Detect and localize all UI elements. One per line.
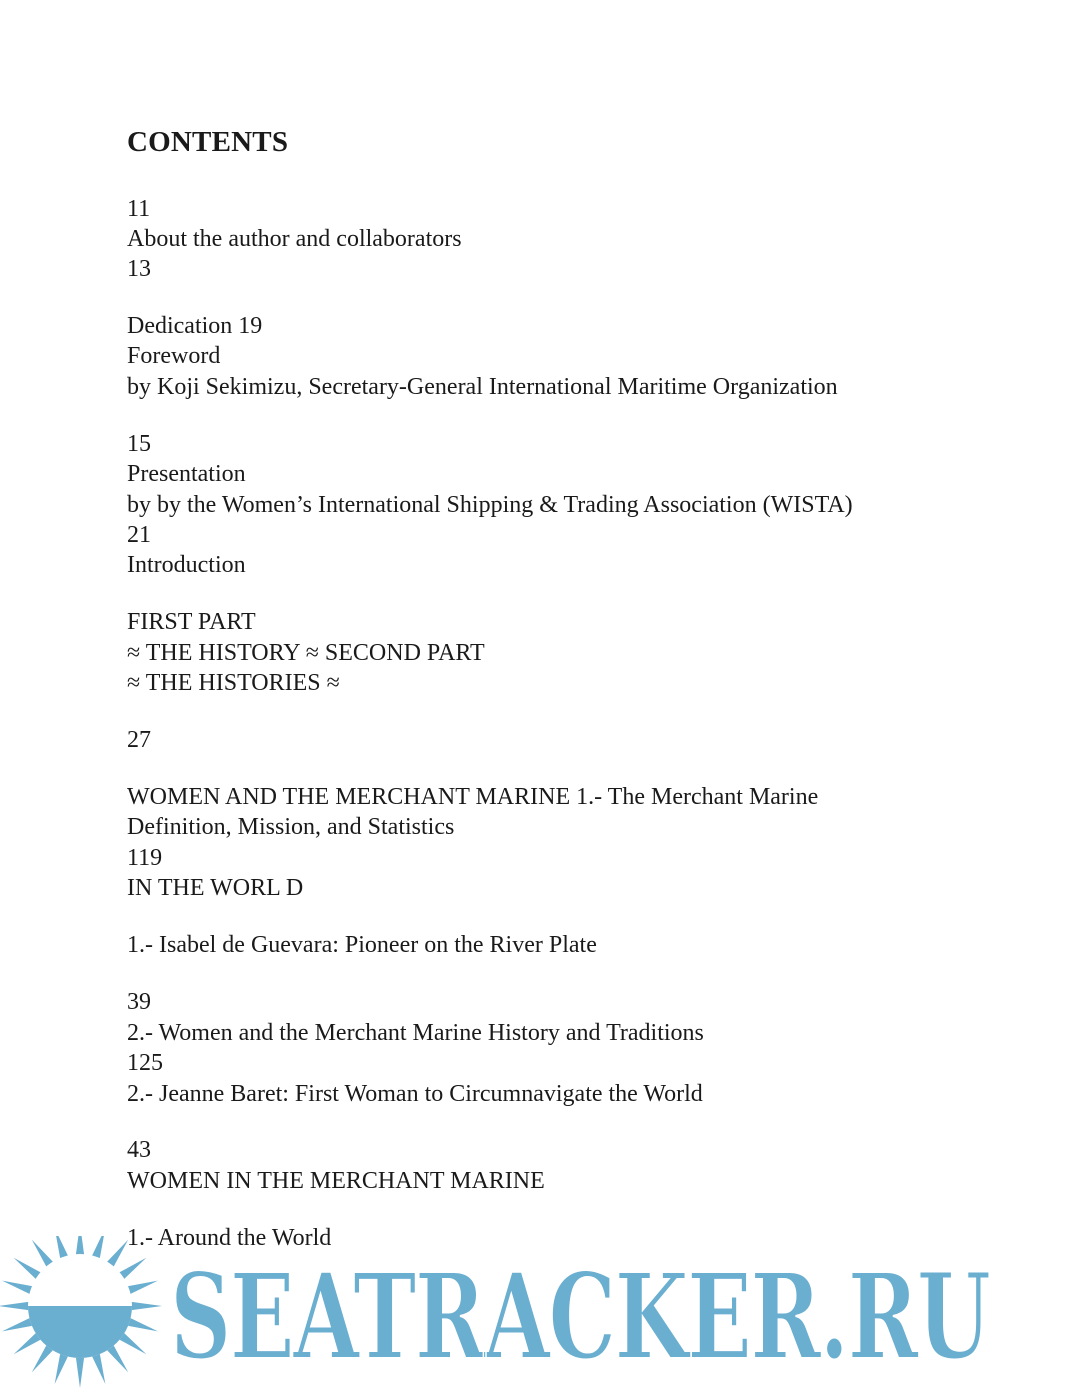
toc-line: WOMEN AND THE MERCHANT MARINE 1.- The Merchant Marine xyxy=(127,784,819,810)
toc-line: 13 xyxy=(127,256,151,282)
sun-ray xyxy=(2,1281,34,1295)
sun-ray xyxy=(55,1352,69,1384)
toc-line: Dedication 19 xyxy=(127,313,263,339)
toc-line: 11 xyxy=(127,196,151,222)
sun-ray xyxy=(130,1302,162,1311)
toc-line: 43 xyxy=(127,1137,151,1163)
toc-line: 2.- Women and the Merchant Marine History and Traditions xyxy=(127,1020,704,1046)
sun-ray xyxy=(126,1281,158,1295)
toc-line: FIRST PART xyxy=(127,609,256,635)
toc-line: 1.- Around the World xyxy=(127,1225,332,1251)
toc-line: Definition, Mission, and Statistics xyxy=(127,814,455,840)
toc-line: 39 xyxy=(127,989,151,1015)
toc-line: Presentation xyxy=(127,461,246,487)
toc-line: 2.- Jeanne Baret: First Woman to Circumnavigate the World xyxy=(127,1081,703,1107)
sun-ray xyxy=(2,1317,34,1331)
sun-ray xyxy=(126,1317,158,1331)
toc-line: 125 xyxy=(127,1050,163,1076)
toc-line: Foreword xyxy=(127,343,221,369)
toc-line: ≈ THE HISTORY ≈ SECOND PART xyxy=(127,640,485,666)
sun-ray xyxy=(76,1236,85,1256)
toc-line: 21 xyxy=(127,522,151,548)
toc-line: 15 xyxy=(127,431,151,457)
toc-line: ≈ THE HISTORIES ≈ xyxy=(127,670,340,696)
toc-line: IN THE WORL D xyxy=(127,875,304,901)
toc-line: by by the Women’s International Shipping & Trading Association (WISTA) xyxy=(127,492,853,518)
toc-line: by Koji Sekimizu, Secretary-General International Maritime Organization xyxy=(127,374,838,400)
sun-ray xyxy=(91,1352,105,1384)
toc-line: 27 xyxy=(127,727,151,753)
toc-line: WOMEN IN THE MERCHANT MARINE xyxy=(127,1168,545,1194)
toc-line: About the author and collaborators xyxy=(127,226,462,252)
toc-line: 1.- Isabel de Guevara: Pioneer on the River Plate xyxy=(127,932,597,958)
sun-ray xyxy=(76,1356,85,1388)
watermark-text: SEATRACKER.RU xyxy=(170,1247,990,1386)
toc-line: 119 xyxy=(127,845,163,871)
toc-line: Introduction xyxy=(127,552,246,578)
sun-ray xyxy=(0,1302,30,1311)
contents-heading: CONTENTS xyxy=(127,126,289,158)
